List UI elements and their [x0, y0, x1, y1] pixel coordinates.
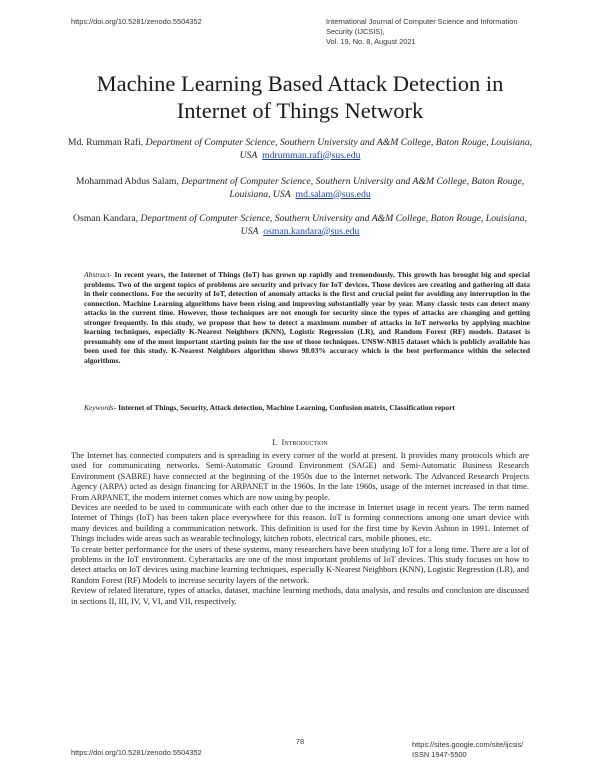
header-journal — [326, 17, 541, 47]
paragraph: The Internet has connected computers and is spreading in every corner of the world at present. It provides many protocols which are used for communicating networks. Semi-Automatic Ground Environment (SAGE) and Semi-Automatic Business Research Environment (SABRE) have connected at the beginning of the 1950s due to the Internet network. The Advanced Research Projects Agency (ARPA) acted as design financing for ARPANET in the 1960s. In the late 1960s, usage of the internet increased in that time. From ARPANET, the modern internet comes which are now using by people. — [71, 451, 529, 502]
paragraph: Devices are needed to be used to communicate with each other due to the increase in Internet usage in recent years. The term named Internet of Things (IoT) has been taken place everywhere for this reason. IoT is forming connections among one smart device with many devices and building a communication network. This definition is used for the first time by Kevin Ashton in 1991. Internet of Things includes wide areas such as wearable technology, kitchen robots, electrical cars, mobile phones, etc. — [71, 503, 529, 544]
keywords-text: Internet of Things, Security, Attack detection, Machine Learning, Confusion matrix, Classification report — [116, 403, 455, 412]
paragraph: Review of related literature, types of attacks, dataset, machine learning methods, data analysis, and results and conclusion are discussed in sections II, III, IV, V, VI, and VII, respectively. — [71, 586, 529, 606]
author-name: Mohammad Abdus Salam, — [75, 176, 182, 187]
paper-title — [60, 70, 540, 124]
keywords-label: Keywords- — [84, 403, 117, 412]
page-number: 78 — [295, 737, 305, 746]
body-text — [71, 451, 529, 607]
author-affiliation: Department of Computer Science, Southern University and A&M College, Baton Rouge, Louisiana, USA — [140, 213, 527, 237]
header-doi[interactable]: https://doi.org/10.5281/zenodo.5504352 — [71, 17, 202, 26]
footer-site-link[interactable]: https://sites.google.com/site/ijcsis/ — [412, 740, 524, 749]
keywords — [84, 403, 530, 413]
author-block-1 — [66, 137, 534, 162]
footer-info — [412, 740, 523, 760]
abstract-text: In recent years, the Internet of Things (IoT) has grown up rapidly and tremendously. This growth has brought big and special problems. Two of the urgent topics of problems are security and privacy for IoT devices. Those devices are creating and gathering all data in their connections. For the security of IoT, detection of anomaly attacks is the first and crucial point for avoiding any interruption in the connection. Machine Learning algorithms have been rising and improving substantially year by year. Many classic tests can detect many attacks in the current time. However, those techniques are not enough for security since the types of attacks are changing and getting stronger frequently. In this study, we propose that how to detect a maximum number of attacks in IoT networks by applying machine learning techniques, especially K-Nearest Neighbors (KNN), Logistic Regression (LR), and Random Forest (RF) models. Dataset is presumably one of the most important starting points for the use of those techniques. UNSW-NB15 dataset which is publicly available has been used for this study. K-Nearest Neighbors algorithm shows 98.03% accuracy which is the best performance within the selected algorithms. — [84, 270, 530, 365]
author-email-link[interactable]: mdrumman.rafi@sus.edu — [262, 149, 361, 161]
paper-title-line1: Machine Learning Based Attack Detection in — [96, 71, 504, 96]
author-affiliation: Department of Computer Science, Southern University and A&M College, Baton Rouge, Louisiana, USA — [145, 137, 533, 161]
author-affiliation: Department of Computer Science, Southern University and A&M College, Baton Rouge, Louisiana, USA — [181, 176, 525, 200]
footer-doi[interactable]: https://doi.org/10.5281/zenodo.5504352 — [71, 748, 202, 757]
paper-title-line2: Internet of Things Network — [176, 98, 424, 123]
paragraph: To create better performance for the users of these systems, many researchers have been studying IoT for a long time. There are a lot of problems in the IoT environment. Cyberattacks are one of the most important problems of IoT devices. This study focuses on how to detect attacks on IoT devices using machine learning techniques, especially K-Nearest Neighbors (KNN), Logistic Regression (LR), and Random Forest (RF) Models to increase security layers of the network. — [71, 544, 529, 585]
header-journal-line1: International Journal of Computer Science and Information Security (IJCSIS), — [326, 17, 518, 36]
header-journal-line2: Vol. 19, No. 8, August 2021 — [326, 37, 416, 46]
author-name: Osman Kandara, — [73, 213, 141, 224]
abstract-label: Abstract- — [84, 270, 112, 279]
author-email-link[interactable]: osman.kandara@sus.edu — [263, 225, 360, 237]
footer-issn: ISSN 1947-5500 — [412, 750, 467, 759]
section-numeral: I. — [272, 437, 278, 447]
author-name: Md. Rumman Rafi, — [67, 137, 146, 148]
section-title: Introduction — [281, 437, 328, 447]
abstract — [84, 270, 530, 365]
author-block-2 — [66, 176, 534, 201]
section-heading — [71, 437, 529, 447]
author-email-link[interactable]: md.salam@sus.edu — [295, 188, 371, 200]
author-block-3 — [66, 213, 534, 238]
